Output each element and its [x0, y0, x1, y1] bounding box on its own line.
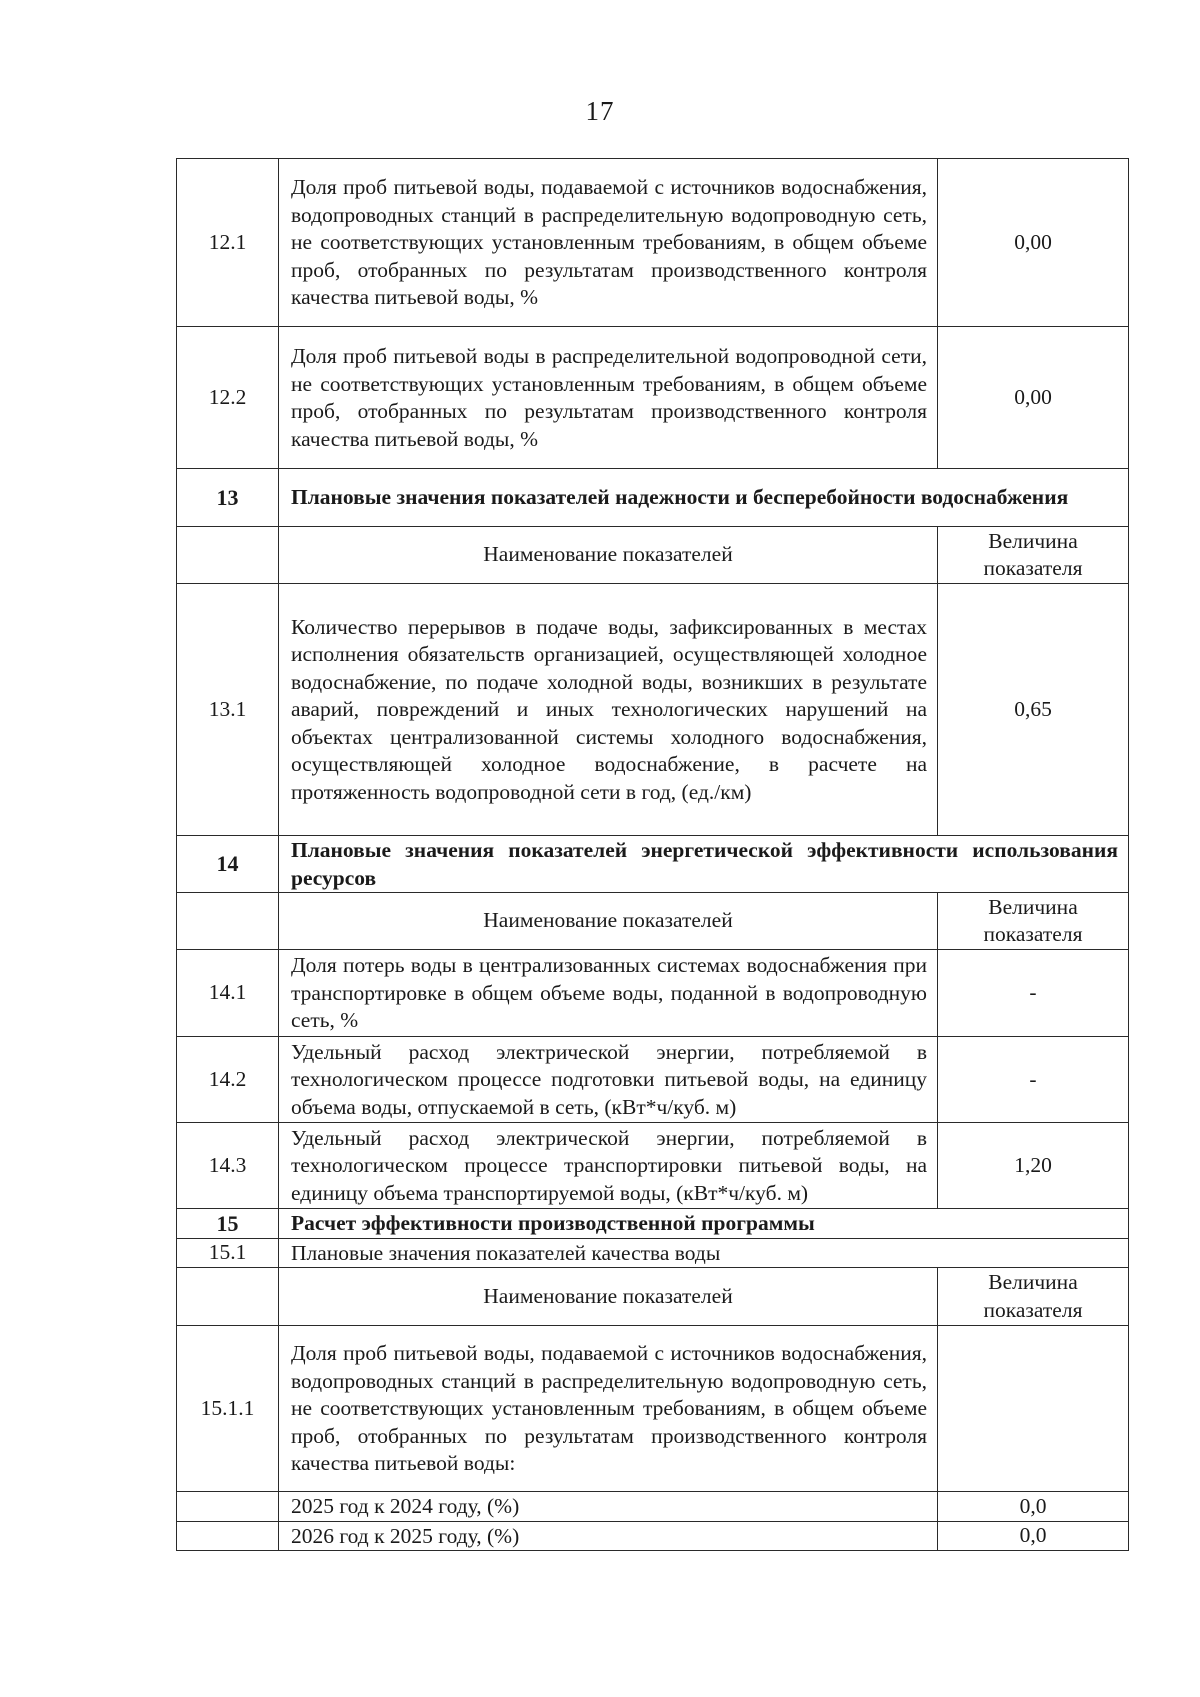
- row-number: 15.1.1: [177, 1326, 279, 1492]
- row-number: 14.3: [177, 1123, 279, 1209]
- header-empty-cell: [177, 1268, 279, 1326]
- section-number: 13: [177, 469, 279, 527]
- table-row: [177, 1521, 1129, 1551]
- table-row: [177, 1037, 1129, 1123]
- row-description: Удельный расход электрической энергии, потребляемой в технологическом процессе транспортировки питьевой воды, на единицу объема транспортируемой воды, (кВт*ч/куб. м): [279, 1123, 938, 1209]
- row-value: 0,00: [938, 159, 1129, 327]
- row-number: 12.1: [177, 159, 279, 327]
- row-value: 0,0: [938, 1492, 1129, 1522]
- indicators-table: [176, 158, 1129, 1551]
- row-value: 0,00: [938, 327, 1129, 469]
- section-title: Расчет эффективности производственной программы: [279, 1209, 1129, 1239]
- row-value: [938, 1326, 1129, 1492]
- row-description: Доля потерь воды в централизованных системах водоснабжения при транспортировке в общем объеме воды, поданной в водопроводную сеть, %: [279, 950, 938, 1037]
- row-value: 1,20: [938, 1123, 1129, 1209]
- row-number: 14.2: [177, 1037, 279, 1123]
- row-value: -: [938, 950, 1129, 1037]
- header-name: Наименование показателей: [279, 893, 938, 950]
- header-value: Величина показателя: [938, 527, 1129, 584]
- row-number: 13.1: [177, 584, 279, 836]
- row-number: 14.1: [177, 950, 279, 1037]
- section-title: Плановые значения показателей энергетической эффективности использования ресурсов: [279, 836, 1129, 893]
- table-row: [177, 159, 1129, 327]
- section-title: Плановые значения показателей надежности и бесперебойности водоснабжения: [279, 469, 1129, 527]
- header-row: [177, 527, 1129, 584]
- row-description: 2026 год к 2025 году, (%): [279, 1521, 938, 1551]
- row-number: [177, 1492, 279, 1522]
- table-row: [177, 1123, 1129, 1209]
- row-description: 2025 год к 2024 году, (%): [279, 1492, 938, 1522]
- subsection-row: [177, 1238, 1129, 1268]
- row-description: Количество перерывов в подаче воды, зафиксированных в местах исполнения обязательств организацией, осуществляющей холодное водоснабжение, по подаче холодной воды, возникших в результате аварий, повреждений и иных технологических нарушений на объектах централизованной системы холодного водоснабжения, осуществляющей холодное водоснабжение, в расчете на протяженность водопроводной сети в год, (ед./км): [279, 584, 938, 836]
- row-value: -: [938, 1037, 1129, 1123]
- header-name: Наименование показателей: [279, 1268, 938, 1326]
- table-row: [177, 1492, 1129, 1522]
- row-description: Доля проб питьевой воды, подаваемой с источников водоснабжения, водопроводных станций в распределительную водопроводную сеть, не соответствующих установленным требованиям, в общем объеме проб, отобранных по результатам производственного контроля качества питьевой воды:: [279, 1326, 938, 1492]
- table-row: [177, 950, 1129, 1037]
- row-value: 0,65: [938, 584, 1129, 836]
- row-description: Доля проб питьевой воды, подаваемой с источников водоснабжения, водопроводных станций в распределительную водопроводную сеть, не соответствующих установленным требованиям, в общем объеме проб, отобранных по результатам производственного контроля качества питьевой воды, %: [279, 159, 938, 327]
- table-row: [177, 327, 1129, 469]
- row-number: 15.1: [177, 1238, 279, 1268]
- row-value: 0,0: [938, 1521, 1129, 1551]
- header-empty-cell: [177, 527, 279, 584]
- header-name: Наименование показателей: [279, 527, 938, 584]
- header-empty-cell: [177, 893, 279, 950]
- page-number: 17: [585, 96, 615, 126]
- row-number: 12.2: [177, 327, 279, 469]
- table-row: [177, 584, 1129, 836]
- section-number: 14: [177, 836, 279, 893]
- section-row: [177, 469, 1129, 527]
- row-number: [177, 1521, 279, 1551]
- header-value: Величина показателя: [938, 1268, 1129, 1326]
- subsection-title: Плановые значения показателей качества воды: [279, 1238, 1129, 1268]
- section-row: [177, 1209, 1129, 1239]
- row-description: Доля проб питьевой воды в распределительной водопроводной сети, не соответствующих установленным требованиям, в общем объеме проб, отобранных по результатам производственного контроля качества питьевой воды, %: [279, 327, 938, 469]
- section-number: 15: [177, 1209, 279, 1239]
- header-value: Величина показателя: [938, 893, 1129, 950]
- table-row: [177, 1326, 1129, 1492]
- row-description: Удельный расход электрической энергии, потребляемой в технологическом процессе подготовки питьевой воды, на единицу объема воды, отпускаемой в сеть, (кВт*ч/куб. м): [279, 1037, 938, 1123]
- section-row: [177, 836, 1129, 893]
- header-row: [177, 1268, 1129, 1326]
- header-row: [177, 893, 1129, 950]
